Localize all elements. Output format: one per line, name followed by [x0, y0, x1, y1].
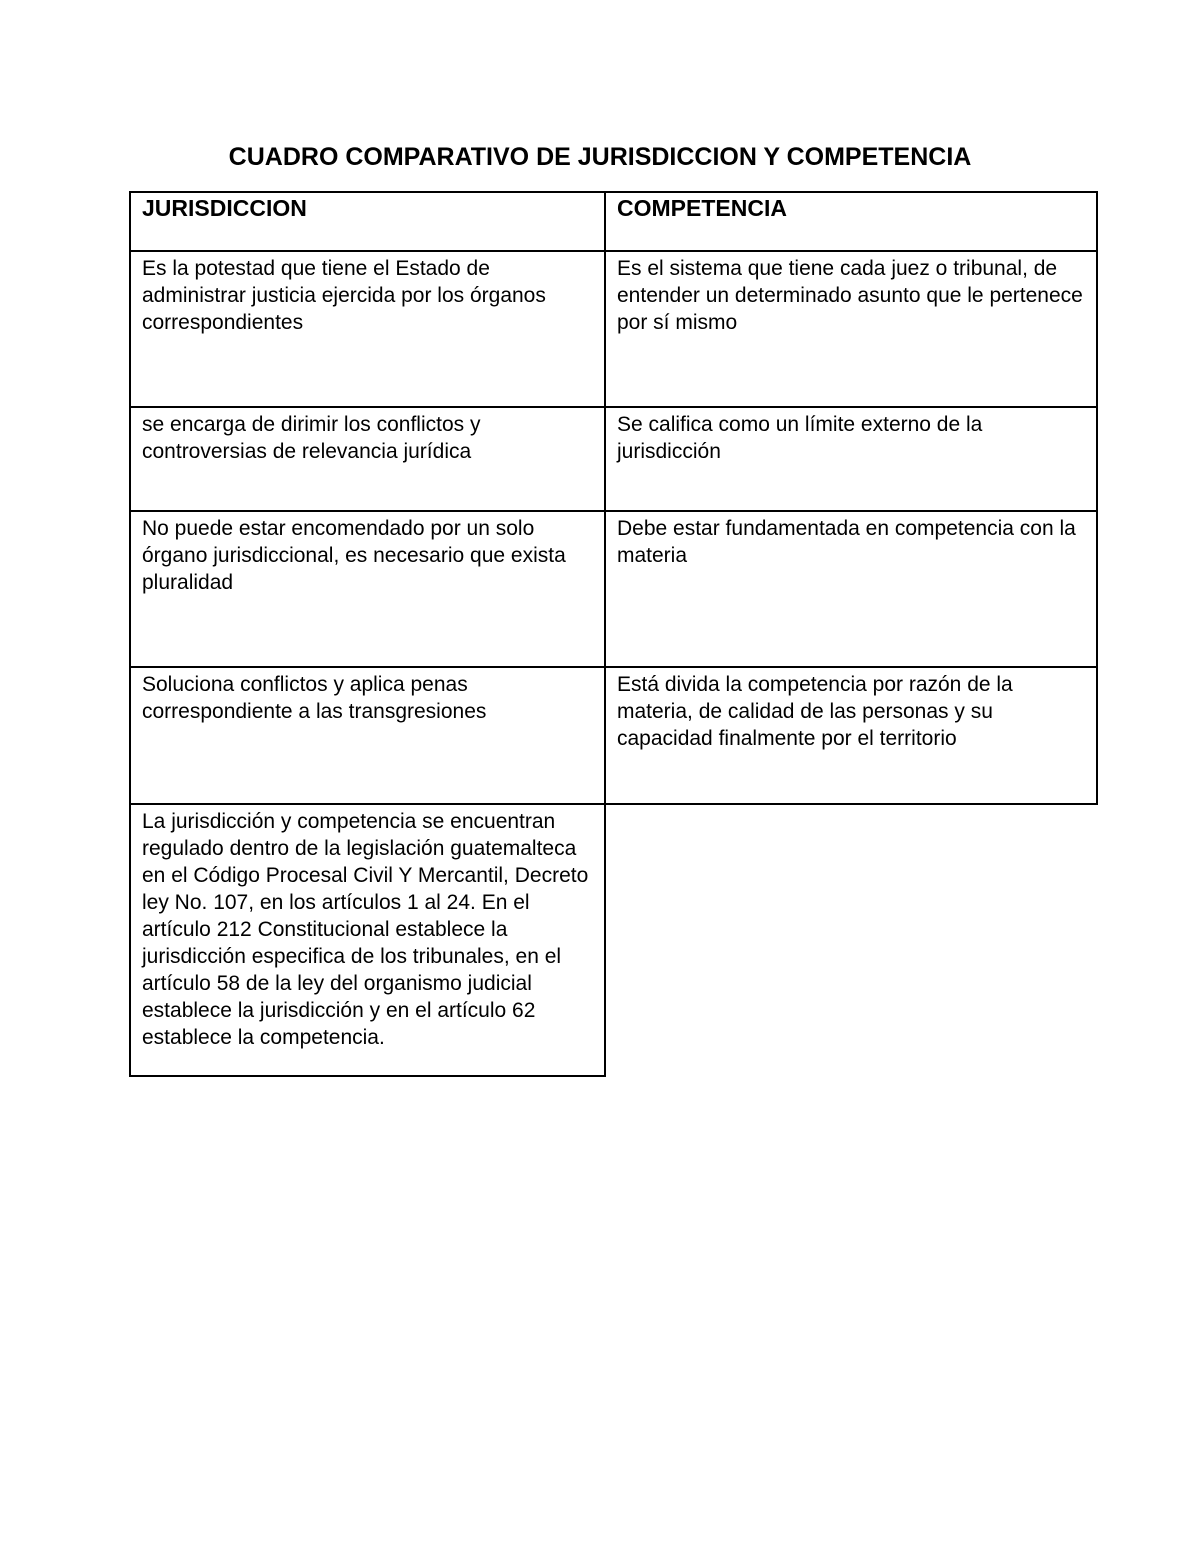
header-competencia: COMPETENCIA: [604, 191, 1098, 252]
cell-competencia-3: Debe estar fundamentada en competencia con la materia: [604, 510, 1098, 668]
cell-jurisdiccion-1: Es la potestad que tiene el Estado de administrar justicia ejercida por los órganos correspondientes: [129, 250, 606, 408]
cell-competencia-1: Es el sistema que tiene cada juez o tribunal, de entender un determinado asunto que le pertenece por sí mismo: [604, 250, 1098, 408]
header-jurisdiccion: JURISDICCION: [129, 191, 606, 252]
cell-jurisdiccion-2: se encarga de dirimir los conflictos y controversias de relevancia jurídica: [129, 406, 606, 512]
cell-competencia-4: Está divida la competencia por razón de la materia, de calidad de las personas y su capacidad finalmente por el territorio: [604, 666, 1098, 805]
cell-jurisdiccion-5: La jurisdicción y competencia se encuentran regulado dentro de la legislación guatemalteca en el Código Procesal Civil Y Mercantil, Decreto ley No. 107, en los artículos 1 al 24. En el artículo 212 Constitucional establece la jurisdicción especifica de los tribunales, en el artículo 58 de la ley del organismo judicial establece la jurisdicción y en el artículo 62 establece la competencia.: [129, 803, 606, 1077]
cell-competencia-2: Se califica como un límite externo de la jurisdicción: [604, 406, 1098, 512]
document-title: CUADRO COMPARATIVO DE JURISDICCION Y COMPETENCIA: [228, 143, 972, 171]
cell-jurisdiccion-3: No puede estar encomendado por un solo órgano jurisdiccional, es necesario que exista pluralidad: [129, 510, 606, 668]
cell-jurisdiccion-4: Soluciona conflictos y aplica penas correspondiente a las transgresiones: [129, 666, 606, 805]
